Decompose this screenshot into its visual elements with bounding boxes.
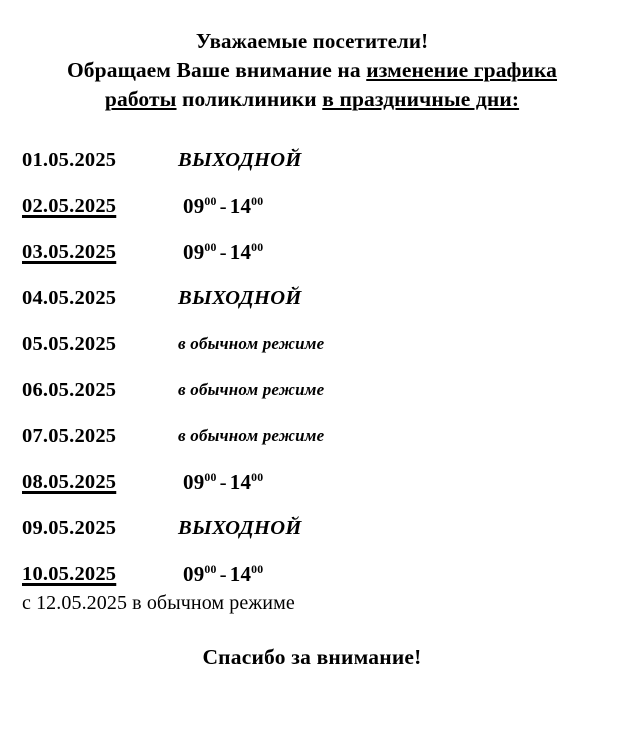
close-minute: 00 bbox=[251, 562, 264, 576]
open-minute: 00 bbox=[204, 470, 217, 484]
open-hour: 09 bbox=[183, 193, 205, 218]
notice-body-line-1-plain: Обращаем Ваше внимание на bbox=[66, 58, 367, 82]
schedule-value bbox=[157, 194, 624, 219]
schedule-normal-hours: в обычном режиме bbox=[178, 426, 325, 445]
open-minute: 00 bbox=[204, 240, 217, 254]
close-hour: 14 bbox=[229, 193, 252, 218]
table-row bbox=[0, 551, 624, 597]
open-minute: 00 bbox=[204, 562, 217, 576]
schedule-value bbox=[157, 149, 624, 172]
schedule-date: 04.05.2025 bbox=[22, 287, 117, 309]
schedule-date: 05.05.2025 bbox=[22, 333, 117, 355]
schedule-date: 03.05.2025 bbox=[22, 241, 117, 263]
hours-dash: - bbox=[219, 561, 227, 586]
notice-header bbox=[0, 0, 624, 114]
footer-note: с 12.05.2025 в обычном режиме bbox=[22, 592, 295, 614]
notice-body-line-1-underlined: изменение графика bbox=[366, 58, 558, 82]
schedule-dayoff: ВЫХОДНОЙ bbox=[178, 516, 302, 539]
close-minute: 00 bbox=[251, 240, 264, 254]
schedule-normal-hours: в обычном режиме bbox=[178, 380, 325, 399]
schedule-hours bbox=[157, 470, 263, 494]
table-row bbox=[0, 137, 624, 183]
table-row bbox=[0, 459, 624, 505]
schedule-date: 02.05.2025 bbox=[22, 195, 117, 217]
schedule-date: 09.05.2025 bbox=[22, 517, 117, 539]
notice-body-line-1 bbox=[0, 56, 624, 85]
open-hour: 09 bbox=[183, 469, 205, 494]
schedule-value bbox=[157, 562, 624, 587]
schedule-table bbox=[0, 137, 624, 597]
schedule-date: 01.05.2025 bbox=[22, 149, 117, 171]
notice-body-line-2 bbox=[0, 85, 624, 114]
schedule-value bbox=[157, 517, 624, 540]
schedule-value bbox=[157, 287, 624, 310]
notice-body-line-2-underlined-b: в праздничные дни: bbox=[322, 87, 520, 111]
hours-dash: - bbox=[219, 469, 227, 494]
schedule-value bbox=[157, 470, 624, 495]
table-row bbox=[0, 229, 624, 275]
schedule-value bbox=[157, 426, 624, 446]
schedule-hours bbox=[157, 562, 263, 586]
schedule-value bbox=[157, 240, 624, 265]
hours-dash: - bbox=[219, 193, 227, 218]
schedule-normal-hours: в обычном режиме bbox=[178, 334, 325, 353]
table-row bbox=[0, 183, 624, 229]
notice-body-line-2-underlined-a: работы bbox=[104, 87, 177, 111]
schedule-value bbox=[157, 380, 624, 400]
table-row bbox=[0, 367, 624, 413]
open-hour: 09 bbox=[183, 239, 205, 264]
notice-body-line-2-plain: поликлиники bbox=[176, 87, 323, 111]
notice-title: Уважаемые посетители! bbox=[195, 29, 429, 53]
schedule-date: 06.05.2025 bbox=[22, 379, 117, 401]
footer-thanks: Спасибо за внимание! bbox=[202, 645, 422, 669]
open-hour: 09 bbox=[183, 561, 205, 586]
schedule-dayoff: ВЫХОДНОЙ bbox=[178, 286, 302, 309]
schedule-date: 10.05.2025 bbox=[22, 563, 117, 585]
open-minute: 00 bbox=[204, 194, 217, 208]
close-hour: 14 bbox=[229, 561, 252, 586]
schedule-hours bbox=[157, 240, 263, 264]
schedule-dayoff: ВЫХОДНОЙ bbox=[178, 148, 302, 171]
schedule-date: 07.05.2025 bbox=[22, 425, 117, 447]
schedule-hours bbox=[157, 194, 263, 218]
schedule-date: 08.05.2025 bbox=[22, 471, 117, 493]
close-hour: 14 bbox=[229, 239, 252, 264]
close-hour: 14 bbox=[229, 469, 252, 494]
close-minute: 00 bbox=[251, 470, 264, 484]
table-row bbox=[0, 321, 624, 367]
table-row bbox=[0, 413, 624, 459]
hours-dash: - bbox=[219, 239, 227, 264]
table-row bbox=[0, 505, 624, 551]
table-row bbox=[0, 275, 624, 321]
schedule-value bbox=[157, 334, 624, 354]
close-minute: 00 bbox=[251, 194, 264, 208]
